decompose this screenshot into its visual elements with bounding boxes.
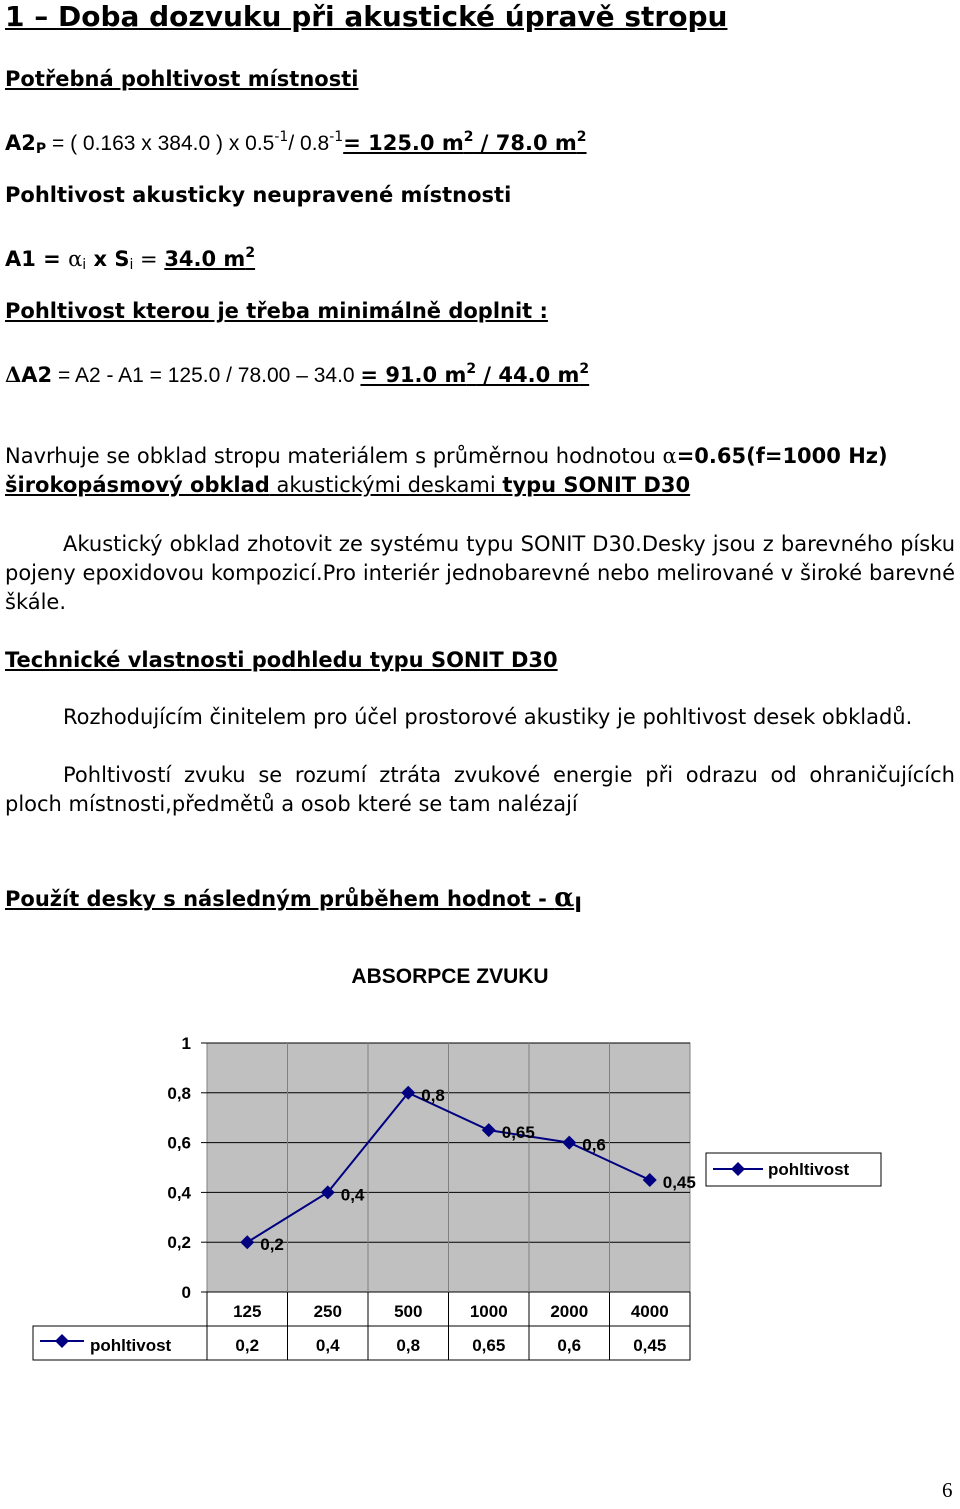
x-tick-label: 4000 bbox=[630, 1302, 669, 1321]
proposal-desc: akustickými deskami bbox=[269, 473, 503, 497]
x-tick-label: 500 bbox=[394, 1302, 423, 1321]
y-tick-label: 0,2 bbox=[167, 1233, 191, 1253]
chart-title: ABSORPCE ZVUKU bbox=[351, 965, 549, 988]
data-label: 0,8 bbox=[421, 1085, 445, 1105]
absorption-chart bbox=[0, 1000, 960, 1380]
table-value: 0,8 bbox=[396, 1336, 421, 1355]
tech-heading: Technické vlastnosti podhledu typu SONIT D30 bbox=[5, 648, 558, 672]
proposal-line1 bbox=[5, 442, 888, 470]
a2p-sub: P bbox=[35, 141, 47, 157]
data-label: 0,45 bbox=[662, 1172, 696, 1192]
a2p-mid: / 0.8 bbox=[288, 132, 330, 155]
a1-label: A1 = bbox=[5, 247, 69, 271]
y-tick-label: 1 bbox=[181, 1034, 191, 1053]
a1-result: 34.0 $m^2$ bbox=[164, 245, 256, 271]
da2-result: = 91.0 $m^2 / 44.0$ $m^2$ bbox=[360, 361, 590, 387]
x-tick-label: 2000 bbox=[550, 1302, 589, 1321]
y-tick-label: 0 bbox=[181, 1283, 191, 1302]
y-tick-label: 0,6 bbox=[167, 1133, 191, 1153]
proposal-text: Navrhuje se obklad stropu materiálem s průměrnou hodnotou bbox=[5, 444, 663, 468]
use-heading-text: Použít desky s následným průběhem hodnot - bbox=[5, 887, 555, 911]
section-untreated: Pohltivost akusticky neupravené místnosti bbox=[5, 183, 512, 207]
page-number: 6 bbox=[942, 1478, 953, 1502]
use-heading bbox=[5, 884, 582, 919]
a2p-sup2: -1 bbox=[329, 129, 344, 145]
legend-label: pohltivost bbox=[768, 1160, 850, 1179]
formula-da2 bbox=[5, 355, 589, 390]
data-label: 0,6 bbox=[582, 1135, 606, 1155]
proposal-value: =0.65(f=1000 Hz) bbox=[676, 444, 888, 468]
x-tick-label: 125 bbox=[233, 1302, 262, 1321]
data-label: 0,4 bbox=[340, 1185, 365, 1205]
data-label: 0,65 bbox=[501, 1123, 535, 1143]
tech-paragraph-2: Pohltivostí zvuku se rozumí ztráta zvukové energie při odrazu od ohraničujících ploch místnosti,předmětů a osob které se tam nalézají bbox=[5, 763, 955, 816]
table-value: 0,65 bbox=[472, 1336, 506, 1355]
delta-symbol: Δ bbox=[5, 362, 22, 387]
description-paragraph: Akustický obklad zhotovit ze systému typu SONIT D30.Desky jsou z barevného písku pojeny epoxidovou kompozicí.Pro interiér jednobarevné nebo melirované v široké barevné škále. bbox=[5, 532, 955, 614]
tech-paragraph-1: Rozhodujícím činitelem pro účel prostorové akustiky je pohltivost desek obkladů. bbox=[63, 705, 913, 729]
y-tick-label: 0,8 bbox=[167, 1083, 191, 1103]
a2p-result: = 125.0 $m^2 / 78.0$ $m^2$ bbox=[343, 129, 587, 155]
table-series-label: pohltivost bbox=[90, 1336, 172, 1355]
a2p-sup1: -1 bbox=[274, 129, 289, 145]
formula-a2p bbox=[5, 123, 587, 163]
da2-text: = A2 - A1 = 125.0 / 78.00 – 34.0 bbox=[52, 364, 361, 387]
proposal-product: typu SONIT D30 bbox=[502, 473, 691, 497]
table-value: 0,6 bbox=[557, 1336, 582, 1355]
table-value: 0,45 bbox=[633, 1336, 667, 1355]
a2p-label: A2 bbox=[5, 131, 36, 155]
formula-a1 bbox=[5, 239, 255, 279]
table-value: 0,2 bbox=[235, 1336, 260, 1355]
alpha-symbol: α bbox=[68, 247, 83, 271]
proposal-type: širokopásmový obklad bbox=[5, 473, 270, 497]
x-tick-label: 250 bbox=[313, 1302, 342, 1321]
y-tick-label: 0,4 bbox=[167, 1183, 191, 1203]
alpha-symbol: α bbox=[662, 444, 677, 468]
a2p-text: = ( 0.163 x 384.0 ) x 0.5 bbox=[46, 132, 275, 155]
section-add-text: Pohltivost kterou je třeba minimálně doplnit : bbox=[5, 299, 548, 323]
alpha-symbol: α bbox=[554, 883, 575, 913]
page-heading: 1 – Doba dozvuku při akustické úpravě stropu bbox=[5, 0, 728, 33]
table-value: 0,4 bbox=[315, 1336, 340, 1355]
section-add bbox=[5, 297, 548, 325]
a1-xs: x S bbox=[86, 247, 130, 271]
da2-label: A2 bbox=[21, 363, 53, 387]
a1-eq: = bbox=[133, 247, 165, 271]
x-tick-label: 1000 bbox=[469, 1302, 508, 1321]
a1-sub-i: i bbox=[82, 257, 87, 273]
data-label: 0,2 bbox=[260, 1235, 284, 1255]
proposal-line2 bbox=[5, 471, 690, 499]
a1-sub-i2: i bbox=[129, 257, 134, 273]
section-needed: Potřebná pohltivost místnosti bbox=[5, 67, 359, 91]
use-heading-sub: I bbox=[574, 893, 583, 917]
